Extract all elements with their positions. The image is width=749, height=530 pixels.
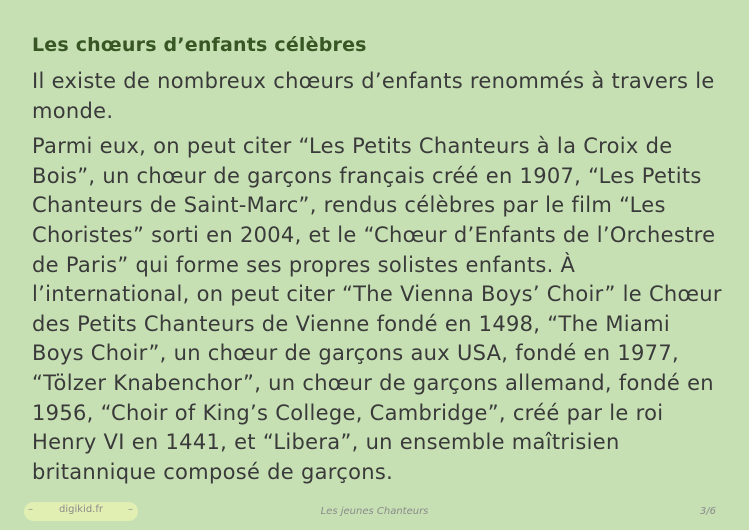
page-number: 3/6 <box>699 506 716 517</box>
brand-dash-right: – <box>128 504 133 515</box>
brand-dash-left: – <box>28 504 33 515</box>
slide-footer <box>0 500 749 524</box>
brand-name: digikid.fr <box>59 504 103 515</box>
body-paragraph-examples: Parmi eux, on peut citer “Les Petits Chanteurs à la Croix de Bois”, un chœur de garçons français créé en 1907, “Les Petits Chanteurs de Saint-Marc”, rendus célèbres par le film “Les Choristes” sorti en 2004, et le “Chœur d’Enfants de l’Orchestre de Paris” qui forme ses propres solistes enfants. À l’international, on peut citer “The Vienna Boys’ Choir” le Chœur des Petits Chanteurs de Vienne fondé en 1498, “The Miami Boys Choir”, un chœur de garçons aux USA, fondé en 1977, “Tölzer Knabenchor”, un chœur de garçons allemand, fondé en 1956, “Choir of King’s College, Cambridge”, créé par le roi Henry VI en 1441, et “Libera”, un ensemble maîtrisien britannique composé de garçons. <box>32 134 722 484</box>
slide-body <box>32 67 722 493</box>
body-paragraph-intro: Il existe de nombreux chœurs d’enfants renommés à travers le monde. <box>32 69 715 123</box>
slide-heading: Les chœurs d’enfants célèbres <box>32 34 367 56</box>
footer-title: Les jeunes Chanteurs <box>320 506 429 517</box>
